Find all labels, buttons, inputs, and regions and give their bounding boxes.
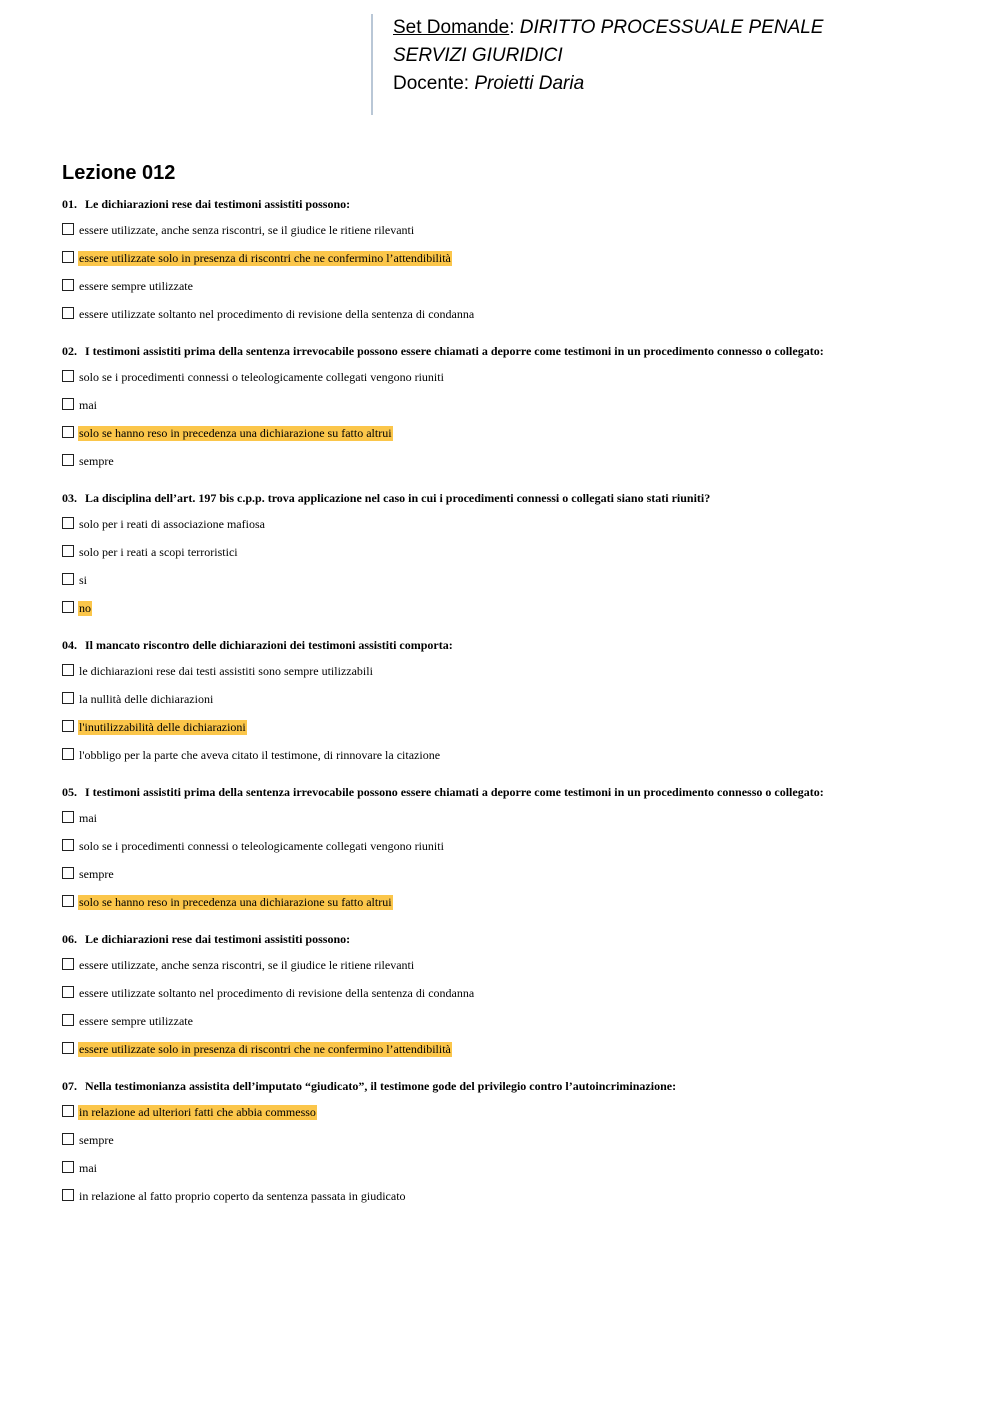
question-list [62, 196, 962, 1225]
set-label: Set Domande [393, 17, 510, 38]
question-number: 05. [62, 785, 77, 799]
answer-checkbox[interactable] [62, 692, 74, 704]
answer-checkbox[interactable] [62, 1161, 74, 1173]
question-number: 06. [62, 932, 77, 946]
document-header [371, 14, 971, 115]
answer-option[interactable] [62, 244, 962, 272]
answer-text: solo se i procedimenti connessi o teleologicamente collegati vengono riuniti [79, 838, 444, 853]
answer-option[interactable] [62, 860, 962, 888]
answer-option[interactable] [62, 272, 962, 300]
answer-checkbox[interactable] [62, 986, 74, 998]
question-text: Le dichiarazioni rese dai testimoni assistiti possono: [85, 197, 351, 211]
question-block [62, 931, 962, 1063]
answer-checkbox[interactable] [62, 748, 74, 760]
answer-text: essere utilizzate soltanto nel procedimento di revisione della sentenza di condanna [79, 985, 475, 1000]
answer-text-highlighted: solo se hanno reso in precedenza una dichiarazione su fatto altrui [79, 894, 392, 909]
set-value-line2: SERVIZI GIURIDICI [393, 45, 563, 66]
answer-checkbox[interactable] [62, 1042, 74, 1054]
answer-option[interactable] [62, 216, 962, 244]
question-block [62, 343, 962, 475]
question-number: 02. [62, 344, 77, 358]
answer-text: mai [79, 1160, 97, 1175]
answer-text: la nullità delle dichiarazioni [79, 691, 214, 706]
answer-checkbox[interactable] [62, 517, 74, 529]
question-title [62, 196, 962, 212]
answer-checkbox[interactable] [62, 545, 74, 557]
set-value-line1: DIRITTO PROCESSUALE PENALE [519, 17, 824, 38]
answer-option[interactable] [62, 538, 962, 566]
answer-text: in relazione al fatto proprio coperto da sentenza passata in giudicato [79, 1188, 406, 1203]
question-block [62, 1078, 962, 1210]
question-title [62, 931, 962, 947]
answer-checkbox[interactable] [62, 279, 74, 291]
question-number: 07. [62, 1079, 77, 1093]
answer-checkbox[interactable] [62, 370, 74, 382]
docente-line [393, 70, 971, 98]
answer-checkbox[interactable] [62, 1133, 74, 1145]
question-text: Nella testimonianza assistita dell’imputato “giudicato”, il testimone gode del privilegio contro l’autoincriminazione: [85, 1079, 677, 1093]
answer-text: solo se i procedimenti connessi o teleologicamente collegati vengono riuniti [79, 369, 444, 384]
question-text: Il mancato riscontro delle dichiarazioni dei testimoni assistiti comporta: [85, 638, 453, 652]
answer-option[interactable] [62, 391, 962, 419]
answer-option[interactable] [62, 804, 962, 832]
answer-option[interactable] [62, 713, 962, 741]
answer-text: mai [79, 397, 97, 412]
question-title [62, 1078, 962, 1094]
answer-checkbox[interactable] [62, 958, 74, 970]
answer-checkbox[interactable] [62, 811, 74, 823]
answer-option[interactable] [62, 1098, 962, 1126]
answer-text: essere utilizzate, anche senza riscontri, se il giudice le ritiene rilevanti [79, 957, 415, 972]
answer-option[interactable] [62, 657, 962, 685]
question-number: 04. [62, 638, 77, 652]
answer-text-highlighted: in relazione ad ulteriori fatti che abbia commesso [79, 1104, 316, 1119]
question-block [62, 196, 962, 328]
answer-checkbox[interactable] [62, 867, 74, 879]
set-line [393, 14, 971, 42]
docente-value: Proietti Daria [474, 73, 585, 94]
answer-text: si [79, 572, 88, 587]
answer-text-highlighted: l'inutilizzabilità delle dichiarazioni [79, 719, 246, 734]
answer-checkbox[interactable] [62, 251, 74, 263]
set-value-line2-row [393, 42, 971, 70]
answer-option[interactable] [62, 685, 962, 713]
answer-checkbox[interactable] [62, 839, 74, 851]
answer-text: essere sempre utilizzate [79, 278, 193, 293]
answer-option[interactable] [62, 363, 962, 391]
answer-text: mai [79, 810, 97, 825]
answer-text: l'obbligo per la parte che aveva citato il testimone, di rinnovare la citazione [79, 747, 441, 762]
answer-checkbox[interactable] [62, 223, 74, 235]
answer-option[interactable] [62, 1126, 962, 1154]
answer-checkbox[interactable] [62, 664, 74, 676]
answer-checkbox[interactable] [62, 1189, 74, 1201]
question-number: 03. [62, 491, 77, 505]
answer-checkbox[interactable] [62, 720, 74, 732]
answer-text-highlighted: essere utilizzate solo in presenza di riscontri che ne confermino l’attendibilità [79, 1041, 451, 1056]
answer-checkbox[interactable] [62, 895, 74, 907]
answer-option[interactable] [62, 979, 962, 1007]
answer-checkbox[interactable] [62, 573, 74, 585]
answer-text: le dichiarazioni rese dai testi assistiti sono sempre utilizzabili [79, 663, 373, 678]
answer-checkbox[interactable] [62, 601, 74, 613]
answer-checkbox[interactable] [62, 1014, 74, 1026]
answer-text: essere utilizzate, anche senza riscontri, se il giudice le ritiene rilevanti [79, 222, 415, 237]
answer-option[interactable] [62, 419, 962, 447]
docente-label: Docente: [393, 73, 475, 94]
question-title [62, 490, 962, 506]
question-block [62, 637, 962, 769]
answer-option[interactable] [62, 510, 962, 538]
answer-option[interactable] [62, 1007, 962, 1035]
question-block [62, 490, 962, 622]
question-title [62, 637, 962, 653]
question-text: La disciplina dell’art. 197 bis c.p.p. trova applicazione nel caso in cui i procedimenti connessi o collegati siano stati riuniti? [85, 491, 711, 505]
answer-checkbox[interactable] [62, 454, 74, 466]
answer-text: essere sempre utilizzate [79, 1013, 193, 1028]
answer-option[interactable] [62, 832, 962, 860]
answer-option[interactable] [62, 1182, 962, 1210]
answer-text: solo per i reati di associazione mafiosa [79, 516, 265, 531]
question-number: 01. [62, 197, 77, 211]
answer-text: solo per i reati a scopi terroristici [79, 544, 238, 559]
question-text: I testimoni assistiti prima della sentenza irrevocabile possono essere chiamati a deporre come testimoni in un procedimento connesso o collegato: [85, 785, 824, 799]
answer-option[interactable] [62, 447, 962, 475]
question-block [62, 784, 962, 916]
question-text: I testimoni assistiti prima della sentenza irrevocabile possono essere chiamati a deporre come testimoni in un procedimento connesso o collegato: [85, 344, 824, 358]
answer-text: essere utilizzate soltanto nel procedimento di revisione della sentenza di condanna [79, 306, 475, 321]
answer-text-highlighted: no [79, 600, 91, 615]
answer-text-highlighted: solo se hanno reso in precedenza una dichiarazione su fatto altrui [79, 425, 392, 440]
answer-option[interactable] [62, 888, 962, 916]
answer-checkbox[interactable] [62, 426, 74, 438]
answer-text-highlighted: essere utilizzate solo in presenza di riscontri che ne confermino l’attendibilità [79, 250, 451, 265]
answer-option[interactable] [62, 1035, 962, 1063]
answer-text: sempre [79, 866, 114, 881]
answer-checkbox[interactable] [62, 1105, 74, 1117]
answer-text: sempre [79, 1132, 114, 1147]
answer-option[interactable] [62, 566, 962, 594]
question-title [62, 784, 962, 800]
lesson-title: Lezione 012 [62, 162, 176, 184]
answer-option[interactable] [62, 741, 962, 769]
answer-option[interactable] [62, 594, 962, 622]
answer-option[interactable] [62, 1154, 962, 1182]
answer-option[interactable] [62, 951, 962, 979]
answer-option[interactable] [62, 300, 962, 328]
answer-checkbox[interactable] [62, 398, 74, 410]
answer-checkbox[interactable] [62, 307, 74, 319]
question-text: Le dichiarazioni rese dai testimoni assistiti possono: [85, 932, 351, 946]
answer-text: sempre [79, 453, 114, 468]
set-separator: : [509, 17, 520, 38]
question-title [62, 343, 962, 359]
